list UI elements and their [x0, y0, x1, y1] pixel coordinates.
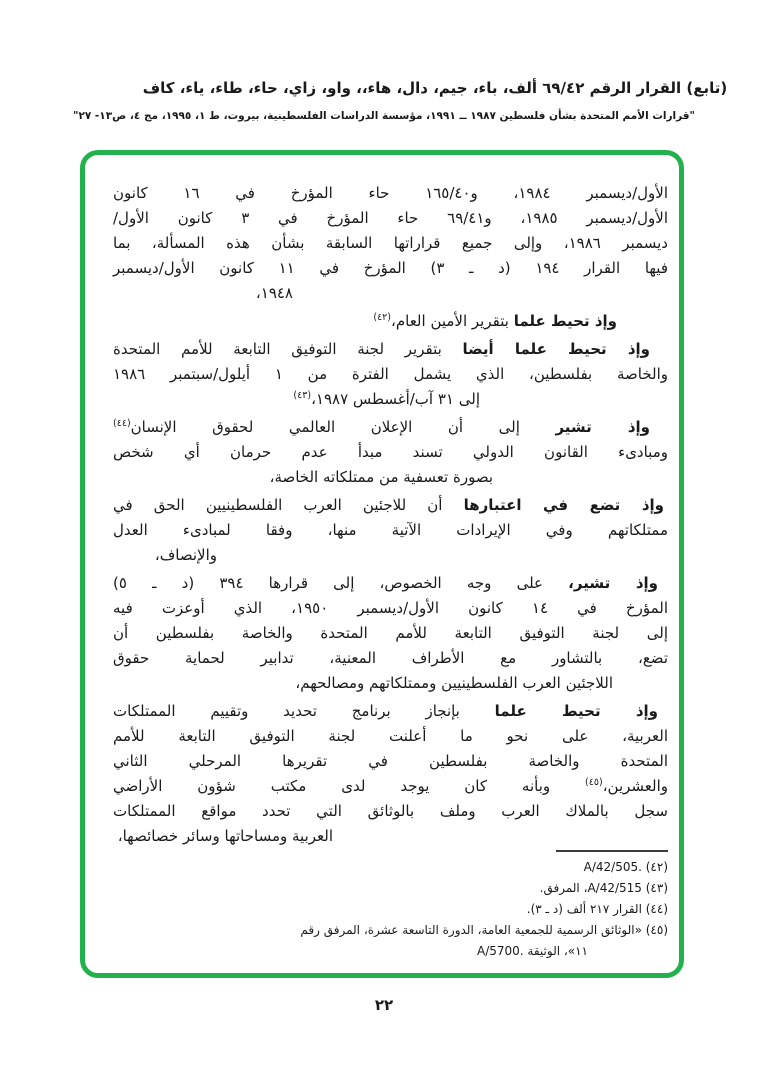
text-segment: ديسمبر ١٩٨٦، وإلى جميع قراراتها السابقة بشأن هذه المسألة، بما	[113, 234, 668, 252]
text-segment: وإذ تحيط علما	[513, 312, 617, 330]
footnotes	[113, 850, 668, 962]
text-segment: العربية، على نحو ما أعلنت لجنة التوفيق التابعة للأمم	[113, 727, 668, 745]
text-line	[113, 596, 668, 621]
text-segment: (٤٤) القرار ٢١٧ ألف (د ـ ٣).	[526, 902, 668, 916]
text-line	[113, 941, 668, 962]
text-segment: A/5700.	[477, 944, 524, 958]
text-segment: وإذ تحيط علما	[494, 702, 658, 720]
text-segment: على وجه الخصوص، إلى قرارها ٣٩٤ (د ـ ٥)	[113, 574, 569, 592]
paragraph	[113, 699, 668, 849]
text-line	[113, 571, 668, 596]
text-segment: إلى أن الإعلان العالمي لحقوق الإنسان	[130, 418, 556, 436]
header-resolution-title: (تابع) القرار الرقم ٦٩/٤٢ ألف، باء، جيم، دال، هاء،، واو، زاي، حاء، طاء، ياء، كاف	[142, 79, 728, 97]
text-segment: وإذ تضع في اعتبارها	[463, 496, 664, 514]
text-segment: إلى ٣١ آب/أغسطس ١٩٨٧،	[311, 390, 480, 408]
text-line	[113, 824, 668, 849]
header-citation: "قرارات الأمم المتحدة بشأن فلسطين ١٩٨٧ ــ ١٩٩١، مؤسسة الدراسات الفلسطينية، بيروت، ط ١، ١٩٩٥، مج ٤، ص١٣- ٢٧"	[72, 110, 696, 122]
paragraph	[113, 337, 668, 412]
text-segment: أن للاجئين العرب الفلسطينيين الحق في	[113, 496, 464, 514]
text-line	[113, 231, 668, 256]
text-segment: (٤٥) «الوثائق الرسمية للجمعية العامة، الدورة التاسعة عشرة، المرفق رقم	[300, 923, 668, 937]
text-line	[113, 281, 668, 306]
text-segment: وبأنه كان يوجد لدى مكتب شؤون الأراضي	[113, 777, 586, 795]
text-line	[113, 256, 668, 281]
text-line	[113, 337, 668, 362]
text-segment: فيها القرار ١٩٤ (د ـ ٣) المؤرخ في ١١ كانون الأول/ديسمبر	[113, 259, 668, 277]
paragraph	[113, 309, 668, 334]
text-line	[113, 415, 668, 440]
text-segment: سجل بالملاك العرب وملف بالوثائق التي تحدد مواقع الممتلكات	[113, 802, 668, 820]
text-line	[113, 543, 668, 568]
text-line	[113, 465, 668, 490]
paragraph	[113, 571, 668, 696]
text-line	[113, 440, 668, 465]
footnote-separator	[556, 850, 668, 852]
text-segment: (٤٣)	[641, 881, 668, 895]
text-segment: ومبادىء القانون الدولي تسند مبدأ عدم حرمان أي شخص	[113, 443, 668, 461]
text-line	[113, 878, 668, 899]
text-line	[113, 387, 668, 412]
text-line	[113, 362, 668, 387]
text-segment: ممتلكاتهم وفي الإيرادات الآتية منها، وفقا لمبادىء العدل	[113, 521, 668, 539]
footnote-marker: (٤٥)	[585, 777, 603, 788]
text-line	[113, 518, 668, 543]
footnote-marker: (٤٣)	[293, 390, 312, 401]
text-segment: وإذ تشير،	[568, 574, 658, 592]
text-line	[113, 724, 668, 749]
text-segment: والإنصاف،	[154, 546, 217, 564]
page-number: ٢٢	[374, 996, 394, 1014]
paragraph	[113, 181, 668, 306]
text-segment: ١٩٤٨،	[255, 284, 293, 302]
text-line	[113, 671, 668, 696]
text-segment: المؤرخ في ١٤ كانون الأول/ديسمبر ١٩٥٠، الذي أوعزت فيه	[113, 599, 668, 617]
text-segment: بتقرير لجنة التوفيق التابعة للأمم المتحدة	[113, 340, 463, 358]
text-segment: تضع، بالتشاور مع الأطراف المعنية، تدابير لحماية حقوق	[113, 649, 668, 667]
text-line	[113, 646, 668, 671]
text-line	[113, 206, 668, 231]
text-segment: A/42/515	[587, 881, 642, 895]
text-segment: والخاصة بفلسطين، الذي يشمل الفترة من ١ أيلول/سبتمبر ١٩٨٦	[113, 365, 668, 383]
text-segment: اللاجئين العرب الفلسطينيين وممتلكاتهم ومصالحهم،	[295, 674, 613, 692]
text-line	[113, 699, 668, 724]
footnote-marker: (٤٤)	[113, 418, 131, 429]
paragraph	[113, 493, 668, 568]
text-segment: والعشرين،	[602, 777, 668, 795]
text-segment: المتحدة والخاصة بفلسطين في تقريرها المرحلي الثاني	[113, 752, 668, 770]
text-line	[113, 899, 668, 920]
text-line	[113, 799, 668, 824]
paragraph	[113, 415, 668, 490]
text-line	[113, 309, 668, 334]
text-segment: بإنجاز برنامج تحديد وتقييم الممتلكات	[113, 702, 495, 720]
text-segment: العربية ومساحاتها وسائر خصائصها،	[117, 827, 333, 845]
text-segment: بصورة تعسفية من ممتلكاته الخاصة،	[269, 468, 493, 486]
text-line	[113, 749, 668, 774]
text-line	[113, 621, 668, 646]
text-segment: بتقرير الأمين العام،	[391, 312, 514, 330]
text-segment: الأول/ديسمبر ١٩٨٤، و١٦٥/٤٠ حاء المؤرخ في ١٦ كانون	[113, 184, 668, 202]
text-segment: إلى لجنة التوفيق التابعة للأمم المتحدة والخاصة بفلسطين أن	[113, 624, 668, 642]
text-line	[113, 774, 668, 799]
text-segment: وإذ تشير	[555, 418, 650, 436]
body-text	[113, 181, 668, 852]
text-segment: (٤٢)	[641, 860, 668, 874]
text-line	[113, 493, 668, 518]
text-line	[113, 920, 668, 941]
text-segment: A/42/505.	[583, 860, 642, 874]
text-segment: وإذ تحيط علما أيضا	[462, 340, 651, 358]
text-segment: ١١»، الوثيقة	[523, 944, 588, 958]
text-segment: الأول/ديسمبر ١٩٨٥، و٦٩/٤١ حاء المؤرخ في ٣ كانون الأول/	[113, 209, 668, 227]
text-line	[113, 857, 668, 878]
text-line	[113, 181, 668, 206]
footnote-marker: (٤٢)	[373, 312, 391, 323]
text-segment: ، المرفق.	[539, 881, 588, 895]
